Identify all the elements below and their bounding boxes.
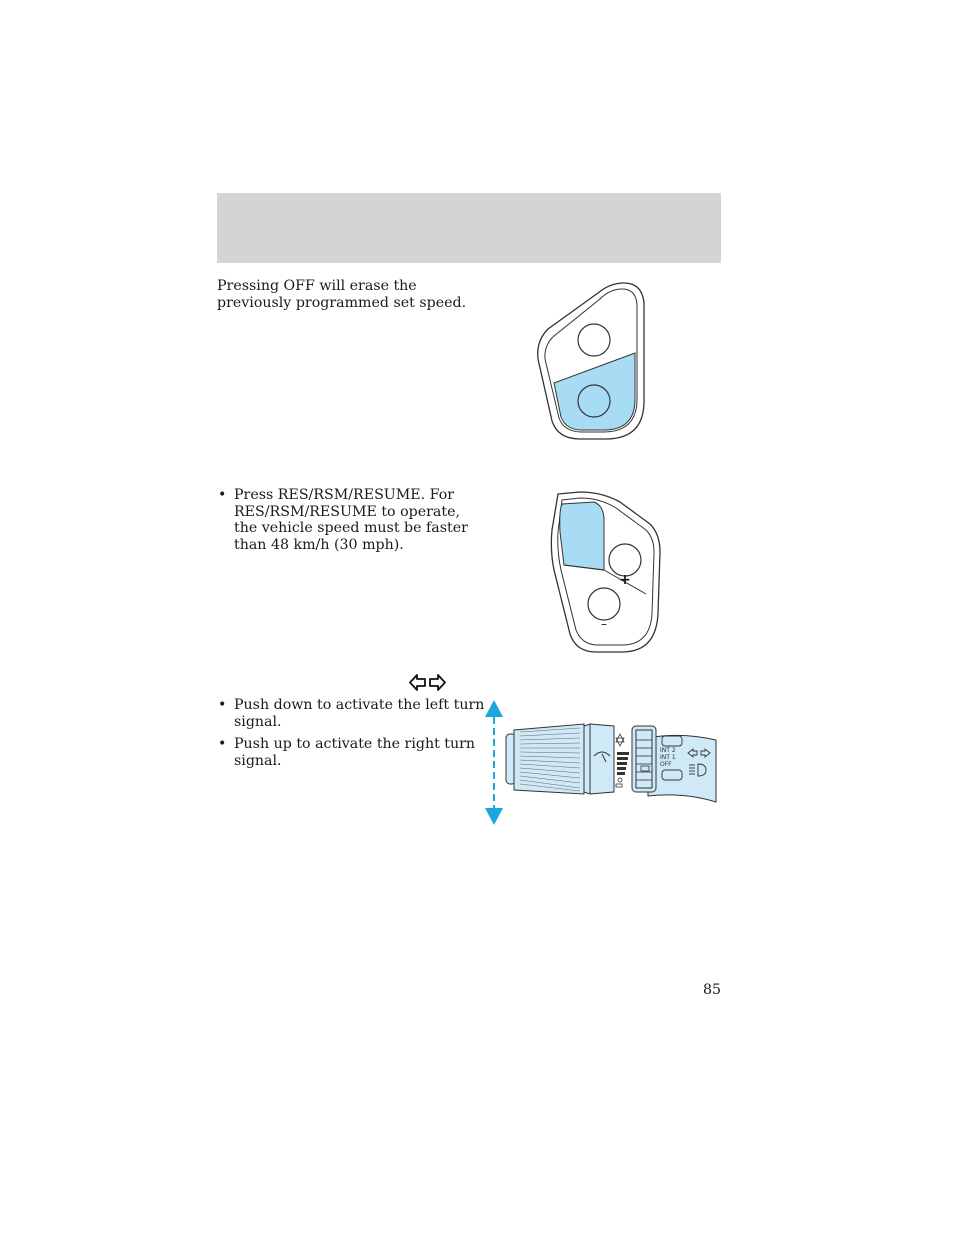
left-signal-bullet [217,697,494,730]
resume-bullet-text: Press RES/RSM/RESUME. For RES/RSM/RESUME to operate, the vehicle speed must be faster than 48 km/h (30 mph). [234,487,468,553]
resume-switch-minus-button [588,588,620,620]
bullet-dot: • [218,736,227,752]
bullet-dot: • [218,487,227,503]
cruise-resume-switch-illustration [550,490,662,654]
resume-bullet [217,487,484,553]
stalk-label-off: OFF [660,761,672,768]
left-signal-bullet-text: Push down to activate the left turn signal. [234,697,485,730]
resume-switch-highlight [560,502,604,570]
plus-label: + [619,572,631,588]
intermittent-ring [632,726,656,792]
up-down-arrow-icon [485,700,503,825]
page-number: 85 [702,982,721,998]
multifunction-stalk-illustration [480,696,720,830]
right-signal-bullet [217,736,494,769]
cruise-off-switch-illustration [536,281,646,441]
turn-signal-arrows-icon [409,673,446,692]
bullet-dot: • [218,697,227,713]
stalk-label-int1: INT 1 [660,754,676,761]
section-header-band [217,193,721,263]
wiper-ring [584,724,629,794]
stalk-label-int2: INT 2 [660,747,676,754]
off-switch-upper-button [578,324,610,356]
minus-label: – [601,617,607,631]
right-signal-bullet-text: Push up to activate the right turn signal. [234,736,476,769]
knurled-knob [506,724,584,794]
off-switch-lower-button [578,385,610,417]
off-paragraph: Pressing OFF will erase the previously programmed set speed. [217,278,467,311]
